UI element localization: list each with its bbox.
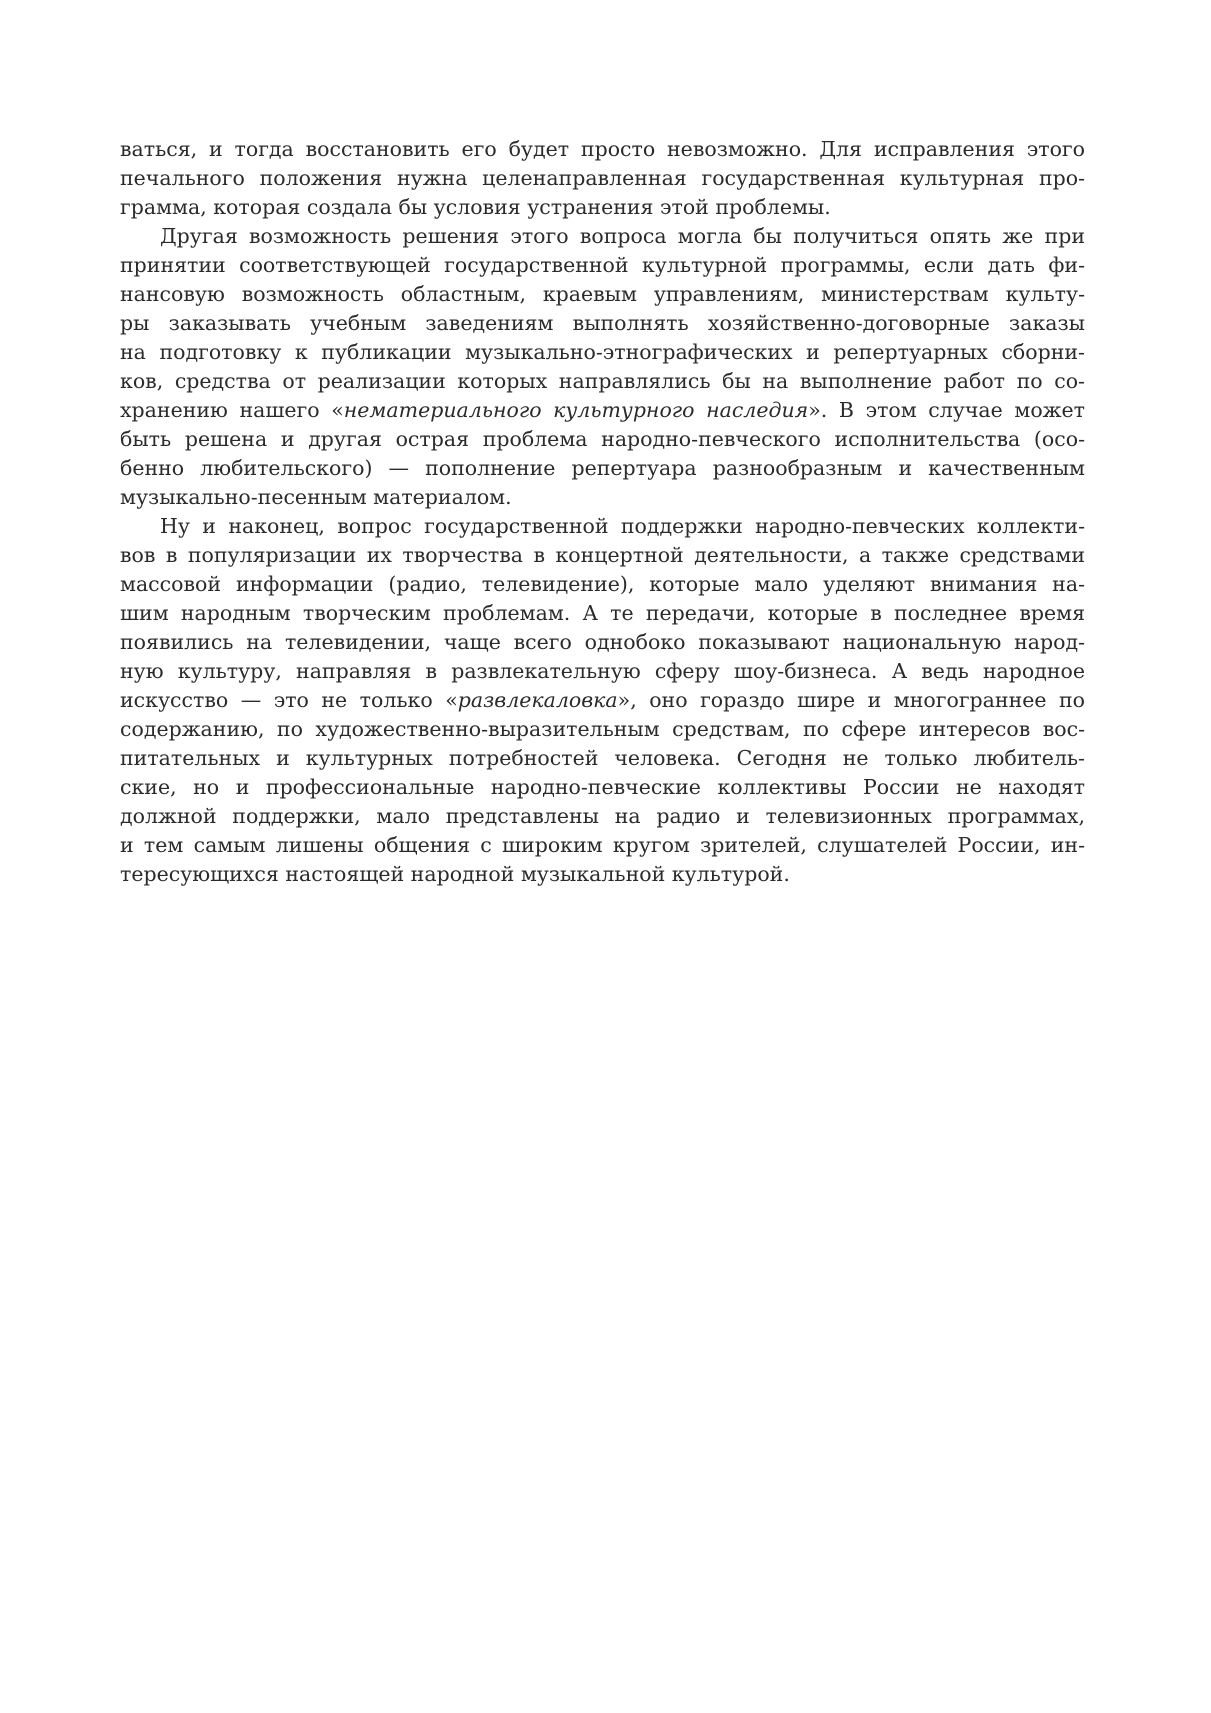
text-line: Другая возможность решения этого вопроса могла бы получиться опять же при [160,224,1085,248]
text-line: питательных и культурных потребностей человека. Сегодня не только любитель- [120,746,1085,770]
text-line: грамма, которая создала бы условия устранения этой проблемы. [120,195,831,219]
paragraph-3 [120,512,1085,889]
document-body [120,135,1085,889]
text-line: ную культуру, направляя в развлекательную сферу шоу-бизнеса. А ведь народное [120,659,1085,683]
text-line-with-emphasis: искусство — это не только «развлекаловка», оно гораздо шире и многограннее по [120,688,1086,712]
text-line: на подготовку к публикации музыкально-этнографических и репертуарных сборни- [120,340,1085,364]
text-line: должной поддержки, мало представлены на радио и телевизионных программах, [120,804,1085,828]
text-line: нансовую возможность областным, краевым управлениям, министерствам культу- [120,282,1085,306]
text-line: бенно любительского) — пополнение репертуара разнообразным и качественным [120,456,1085,480]
text-line: массовой информации (радио, телевидение), которые мало уделяют внимания на- [120,572,1085,596]
text-line: ры заказывать учебным заведениям выполнять хозяйственно-договорные заказы [120,311,1085,335]
text-line: музыкально-песенным материалом. [120,485,512,509]
text-line: вов в популяризации их творчества в концертной деятельности, а также средствами [120,543,1085,567]
italic-emphasis: нематериального культурного наследия [343,398,809,422]
paragraph-2 [120,222,1085,512]
text-line: шим народным творческим проблемам. А те передачи, которые в последнее время [120,601,1085,625]
text-line: ваться, и тогда восстановить его будет просто невозможно. Для исправления этого [120,137,1085,161]
text-line: быть решена и другая острая проблема народно-певческого исполнительства (осо- [120,427,1085,451]
paragraph-1 [120,135,1085,222]
text-line: тересующихся настоящей народной музыкальной культурой. [120,862,790,886]
text-line-with-emphasis: хранению нашего «нематериального культурного наследия». В этом случае может [120,398,1085,422]
text-line: содержанию, по художественно-выразительным средствам, по сфере интересов вос- [120,717,1085,741]
text-line: печального положения нужна целенаправленная государственная культурная про- [120,166,1085,190]
text-line: принятии соответствующей государственной культурной программы, если дать фи- [120,253,1085,277]
text-line: Ну и наконец, вопрос государственной поддержки народно-певческих коллекти- [160,514,1085,538]
italic-emphasis: развлекаловка [457,688,618,712]
text-line: ские, но и профессиональные народно-певческие коллективы России не находят [120,775,1085,799]
text-line: ков, средства от реализации которых направлялись бы на выполнение работ по со- [120,369,1085,393]
text-line: и тем самым лишены общения с широким кругом зрителей, слушателей России, ин- [120,833,1085,857]
text-line: появились на телевидении, чаще всего однобоко показывают национальную народ- [120,630,1085,654]
